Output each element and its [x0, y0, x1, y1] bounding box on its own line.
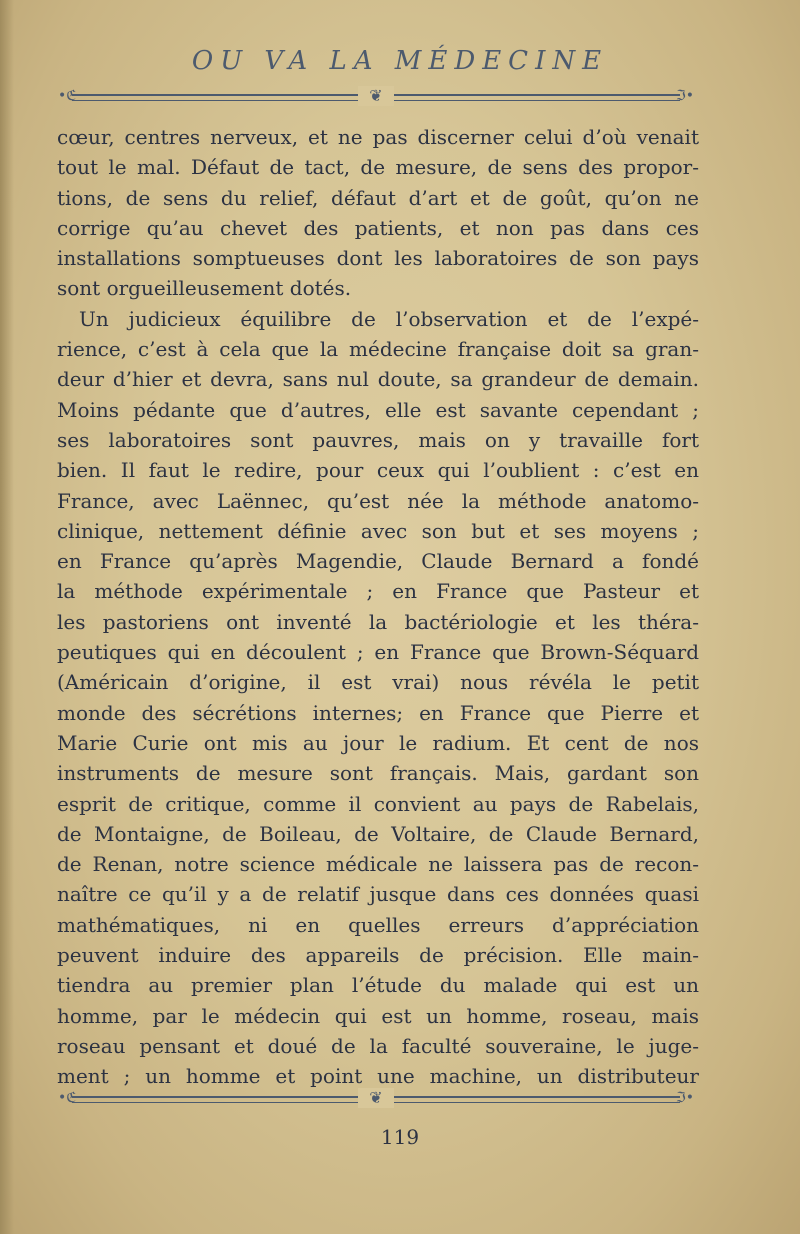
text-line: de Montaigne, de Boileau, de Voltaire, de Claude Bernard, [57, 821, 699, 846]
page-number: 119 [380, 1125, 420, 1149]
text-line: tiendra au premier plan l’étude du malade qui est un [57, 973, 699, 998]
text-line: sont orgueilleusement dotés. [57, 276, 352, 301]
running-head: OU VA LA MÉDECINE [191, 46, 609, 76]
header-rule [58, 86, 694, 106]
binding-shadow [0, 0, 14, 1234]
text-line: roseau pensant et doué de la faculté souveraine, le juge- [57, 1033, 699, 1058]
rule-center-ornament: ❦ [358, 86, 394, 106]
text-line: deur d’hier et devra, sans nul doute, sa grandeur de demain. [57, 367, 699, 392]
rule-center-ornament: ❦ [358, 1088, 394, 1108]
text-line: la méthode expérimentale ; en France que Pasteur et [57, 579, 699, 604]
text-line: clinique, nettement définie avec son but et ses moyens ; [57, 518, 699, 543]
text-line: France, avec Laënnec, qu’est née la méthode anatomo- [57, 488, 699, 513]
text-line: de Renan, notre science médicale ne laissera pas de recon- [57, 852, 699, 877]
text-line: naître ce qu’il y a de relatif jusque dans ces données quasi [57, 882, 699, 907]
text-line: instruments de mesure sont français. Mais, gardant son [57, 761, 699, 786]
text-line: bien. Il faut le redire, pour ceux qui l’oublient : c’est en [57, 458, 699, 483]
text-line: corrige qu’au chevet des patients, et non pas dans ces [57, 215, 699, 240]
footer-rule [58, 1088, 694, 1108]
rule-end-right-ornament: ℑ• [675, 1090, 694, 1106]
text-line: peuvent induire des appareils de précision. Elle main- [57, 943, 699, 968]
text-line: Marie Curie ont mis au jour le radium. Et cent de nos [57, 730, 699, 755]
text-line: cœur, centres nerveux, et ne pas discerner celui d’où venait [57, 125, 699, 149]
text-line: les pastoriens ont inventé la bactériologie et les théra- [57, 609, 699, 634]
rule-end-left-ornament: •ℭ [58, 88, 77, 104]
text-line: rience, c’est à cela que la médecine française doit sa gran- [57, 337, 699, 362]
body-text [57, 122, 699, 1092]
text-line: en France qu’après Magendie, Claude Bernard a fondé [57, 549, 699, 574]
text-line: Un judicieux équilibre de l’observation et de l’expé- [79, 306, 699, 331]
rule-end-left-ornament: •ℭ [58, 1090, 77, 1106]
text-line: esprit de critique, comme il convient au pays de Rabelais, [57, 791, 699, 816]
text-line: tions, de sens du relief, défaut d’art et de goût, qu’on ne [57, 185, 699, 210]
rule-end-right-ornament: ℑ• [675, 88, 694, 104]
text-line: ment ; un homme et point une machine, un distributeur [57, 1064, 699, 1089]
text-line: tout le mal. Défaut de tact, de mesure, de sens des propor- [57, 155, 699, 180]
text-line: peutiques qui en découlent ; en France que Brown-Séquard [57, 640, 699, 665]
text-line: installations somptueuses dont les laboratoires de son pays [57, 246, 699, 271]
text-line: ses laboratoires sont pauvres, mais on y travaille fort [57, 427, 699, 452]
text-line: (Américain d’origine, il est vrai) nous révéla le petit [57, 670, 699, 695]
text-line: Moins pédante que d’autres, elle est savante cependant ; [57, 397, 699, 422]
text-line: monde des sécrétions internes; en France que Pierre et [57, 700, 699, 725]
text-line: homme, par le médecin qui est un homme, roseau, mais [57, 1003, 699, 1028]
text-line: mathématiques, ni en quelles erreurs d’appréciation [57, 912, 699, 937]
